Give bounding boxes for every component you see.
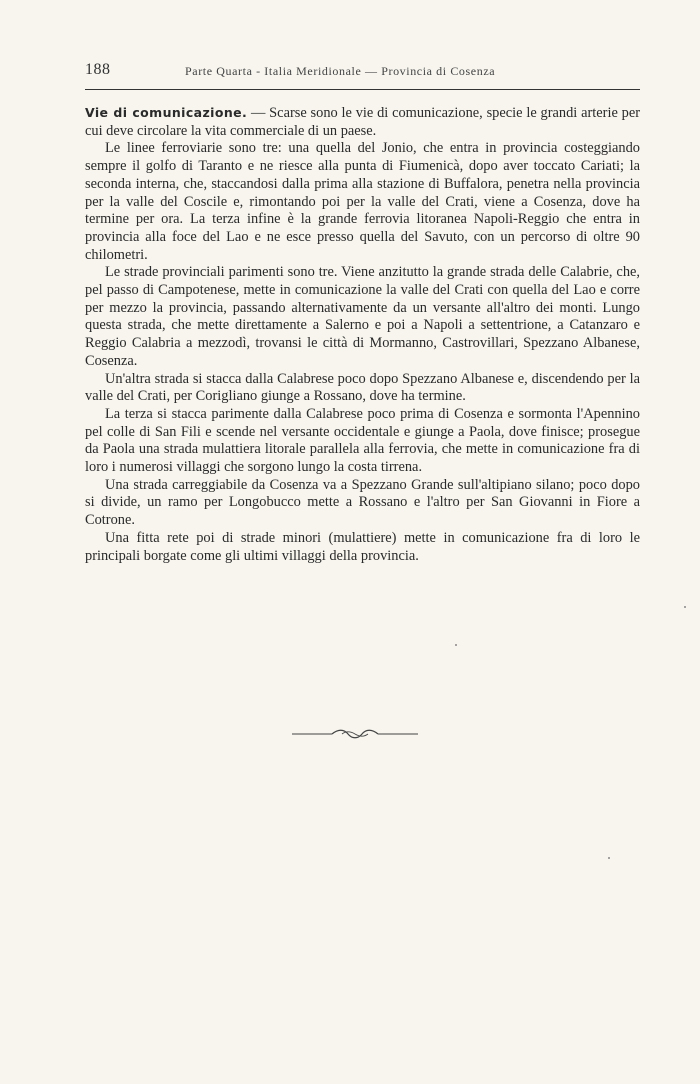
paragraph-minor-roads: Una fitta rete poi di strade minori (mulattiere) mette in comunicazione fra di loro le principali borgate come gli ultimi villaggi della provincia. [85,529,640,564]
body-text [85,104,640,565]
page-header [85,61,640,81]
section-intro-text: — Scarse sono le vie di comunicazione, specie le grandi arterie per cui deve circolare la vita commerciale di un paese. [85,105,640,139]
header-rule [85,89,640,90]
paragraph-third-road: La terza si stacca parimente dalla Calabrese poco prima di Cosenza e sormonta l'Apennino pel colle di San Fili e scende nel versante occidentale e giunge a Paola, dove finisce; prosegue da Paola una strada mulattiera litorale parallela alla ferrovia, che mette in comunicazione fra di loro i numerosi villaggi che sorgono lungo la costa tirrena. [85,405,640,476]
paragraph-second-road: Un'altra strada si stacca dalla Calabrese poco dopo Spezzano Albanese e, discendendo per la valle del Crati, per Corigliano giunge a Rossano, dove ha termine. [85,370,640,405]
paper-speck [455,644,457,646]
paragraph-provincial-roads: Le strade provinciali parimenti sono tre. Viene anzitutto la grande strada delle Calabrie, che, pel passo di Campotenese, mette in comunicazione la valle del Crati con quella del Lao e corre per mezzo la provincia, passando alternativamente da un versante all'altro dei monti. Lungo questa strada, che mette direttamente a Salerno e poi a Napoli a settentrione, a Catanzaro e Reggio Calabria a mezzodì, trovansi le città di Mormanno, Castrovillari, Spezzano Albanese, Cosenza. [85,264,640,369]
paper-speck [684,606,686,608]
page-number: 188 [85,61,111,78]
paper-speck [608,857,610,859]
paragraph-cart-road: Una strada carreggiabile da Cosenza va a Spezzano Grande sull'altipiano silano; poco dopo si divide, un ramo per Longobucco mette a Rossano e l'altro per San Giovanni in Fiore a Cotrone. [85,476,640,529]
end-ornament [290,726,420,742]
section-intro-paragraph [85,104,640,140]
running-head: Parte Quarta - Italia Meridionale — Provincia di Cosenza [185,64,496,78]
paragraph-railways: Le linee ferroviarie sono tre: una quella del Jonio, che entra in provincia costeggiando sempre il golfo di Taranto e ne riesce alla punta di Fiumenicà, dopo aver toccato Cariati; la seconda interna, che, staccandosi dalla prima alla stazione di Buffalora, penetra nella provincia per la valle del Coscile e, rimontando poi per la valle del Crati, viene a Cosenza, dove ha termine per ora. La terza infine è la grande ferrovia litoranea Napoli-Reggio che entra in provincia alla foce del Lao e ne esce presso quella del Savuto, con un percorso di oltre 90 chilometri. [85,140,640,263]
section-heading: Vie di comunicazione. [85,105,248,120]
